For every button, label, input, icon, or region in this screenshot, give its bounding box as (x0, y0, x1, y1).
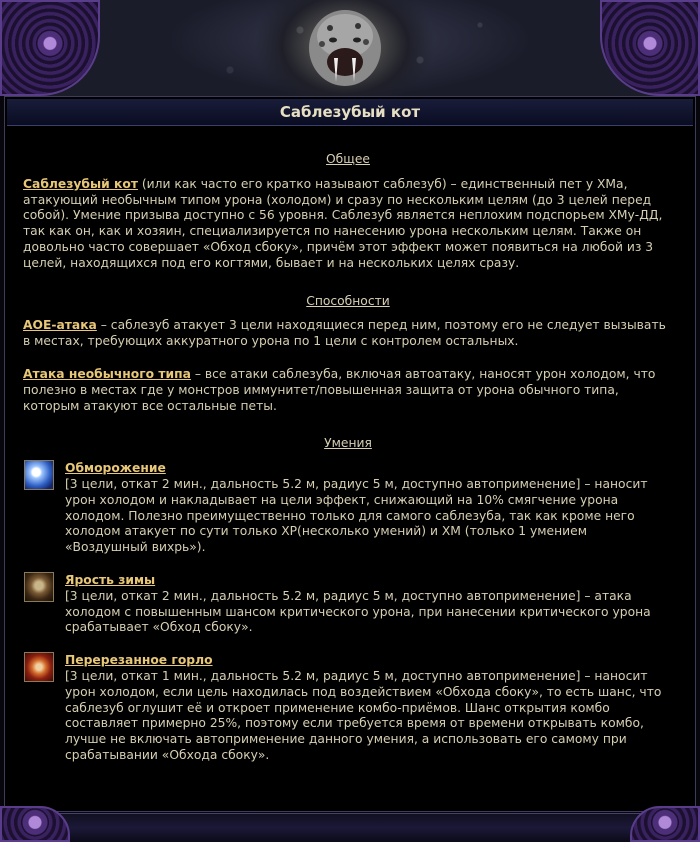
paragraph-text: – саблезуб атакует 3 цели находящиеся перед ним, поэтому его не следует вызывать в местах, требующих аккуратного урона по 1 цели с контролем остальных. (23, 318, 666, 349)
bottom-frame-bar (0, 813, 700, 842)
skill-description: [3 цели, откат 2 мин., дальность 5.2 м, радиус 5 м, доступно автоприменение] – атака холодом с повышенным шансом критического урона, при нанесении критического урона срабатывает «Обход сбоку». (65, 588, 651, 635)
skill-item (23, 461, 673, 556)
general-paragraph (23, 177, 673, 272)
frostbite-icon (24, 460, 54, 490)
skill-item (23, 573, 673, 636)
sabertooth-cat-head-icon (300, 6, 390, 92)
skill-name[interactable]: Обморожение (65, 461, 166, 476)
torn-throat-icon (24, 652, 54, 682)
term-link[interactable]: АОЕ-атака (23, 318, 97, 333)
header-banner (0, 0, 700, 96)
skill-description: [3 цели, откат 1 мин., дальность 5.2 м, радиус 5 м, доступно автоприменение] – наносит урон холодом, если цель находилась под воздействием «Обхода сбоку», то есть шанс, что саблезуб оглушит её и откроет применение комбо-приёмов. Шанс открытия комбо составляет примерно 25%, поэтому если требуется время от времени открывать комбо, лучше не включать автоприменение данного умения, а использовать его самому при срабатывании «Обхода сбоку». (65, 668, 662, 762)
skill-name[interactable]: Ярость зимы (65, 572, 156, 587)
section-heading-skills: Умения (324, 436, 372, 451)
ability-paragraph (23, 318, 673, 350)
term-link[interactable]: Атака необычного типа (23, 366, 191, 381)
winter-fury-icon (24, 572, 54, 602)
article-body (23, 152, 673, 764)
title-bar (7, 99, 693, 126)
paragraph-text: (или как часто его кратко называют саблезуб) – единственный пет у ХМа, атакующий необычным типом урона (холодом) и сразу по нескольким целям (до 3 целей перед собой). Умение призыва доступно с 56 уровня. Саблезуб является неплохим подспорьем ХМу-ДД, так как он, как и хозяин, специализируется по нанесению урона нескольким целям. Также он довольно часто совершает «Обход сбоку», причём этот эффект может появиться на любой из 3 целей, находящихся под его когтями, бывает и на нескольких целях сразу. (23, 176, 663, 270)
ability-paragraph (23, 367, 673, 414)
skill-name[interactable]: Перерезанное горло (65, 653, 213, 668)
paragraph-text: – все атаки саблезуба, включая автоатаку, наносят урон холодом, что полезно в местах где у монстров иммунитет/повышенная защита от урона обычного типа, которым атакуют все остальные петы. (23, 366, 656, 413)
content-panel (4, 96, 696, 812)
section-heading-general: Общее (326, 152, 370, 166)
section-heading-abilities: Способности (306, 293, 390, 308)
skill-description: [3 цели, откат 2 мин., дальность 5.2 м, радиус 5 м, доступно автоприменение] – наносит урон холодом и накладывает на цели эффект, снижающий на 10% смягчение урона холодом. Полезно преимущественно только для самого саблезуба, так как кроме него холодом атакует по сути только ХР(несколько умений) и ХМ (только 1 умением «Воздушный вихрь»). (65, 476, 648, 555)
term-link[interactable]: Саблезубый кот (23, 176, 138, 191)
ornament-corner-bottom-right (630, 806, 700, 842)
page-title: Саблезубый кот (279, 103, 421, 121)
skill-item (23, 653, 673, 764)
